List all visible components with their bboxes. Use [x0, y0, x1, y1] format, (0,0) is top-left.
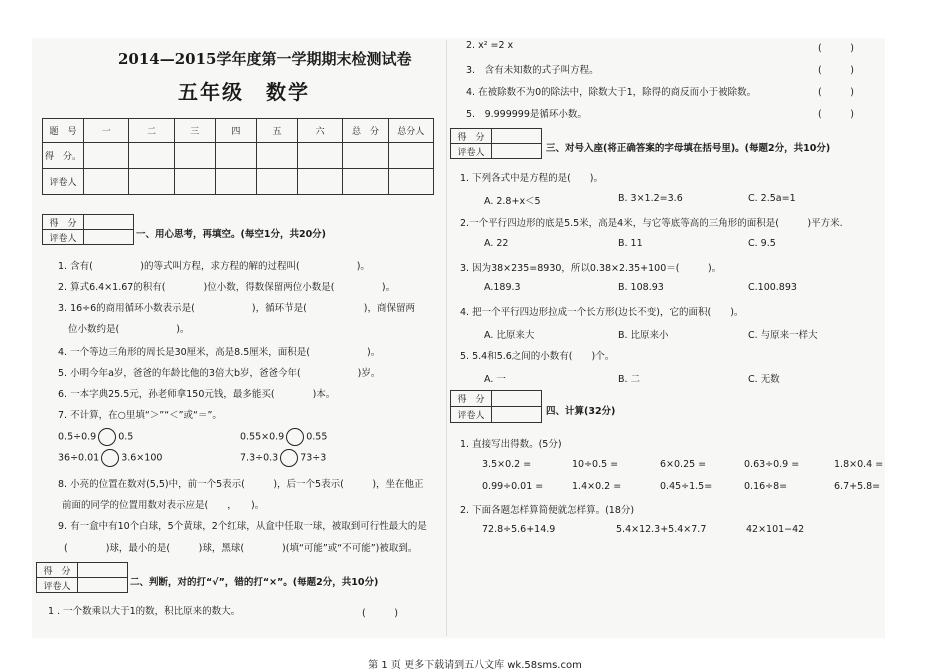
- section3-title: 三、对号入座(将正确答案的字母填在括号里)。(每题2分，共10分): [546, 143, 831, 154]
- answer-parens[interactable]: ( ): [818, 87, 854, 98]
- choice-question: 4. 把一个平行四边形拉成一个长方形(边长不变)，它的面积( )。: [460, 307, 744, 318]
- question-item: 3. 16÷6的商用循环小数表示是( )，循环节是( )，商保留两: [58, 303, 416, 314]
- grader-label: 评卷人: [43, 230, 84, 245]
- calc-item: 3.5×0.2 =: [482, 459, 532, 470]
- score-table-header: 一: [84, 119, 129, 143]
- score-table-header: 二: [129, 119, 174, 143]
- question-item: 4. 一个等边三角形的周长是30厘米，高是8.5厘米，面积是( )。: [58, 347, 381, 358]
- compare-circle[interactable]: [101, 449, 119, 467]
- choice-option[interactable]: B. 比原来小: [618, 330, 669, 341]
- section4-score-box: [450, 390, 542, 423]
- choice-question: 3. 因为38×235=8930，所以0.38×2.35+100＝( )。: [460, 263, 722, 274]
- exam-title: 2014—2015学年度第一学期期末检测试卷: [118, 50, 412, 68]
- score-table-header: 总 分: [343, 119, 388, 143]
- score-cell[interactable]: [129, 143, 174, 169]
- calc-item: 0.16÷8=: [744, 481, 788, 492]
- choice-question: 2.一个平行四边形的底是5.5米，高是4米，与它等底等高的三角形的面积是( )平方米.: [460, 218, 843, 229]
- choice-option[interactable]: A. 22: [484, 238, 509, 249]
- calc-item: 6.7+5.8=: [834, 481, 881, 492]
- score-cell[interactable]: [343, 143, 388, 169]
- score-label: 得 分: [43, 215, 84, 230]
- calc-item: 5.4×12.3+5.4×7.7: [616, 524, 707, 535]
- grader-cell[interactable]: [84, 230, 134, 245]
- judge-item: 4. 在被除数不为0的除法中，除数大于1，除得的商反而小于被除数。: [466, 87, 757, 98]
- choice-option[interactable]: C. 2.5a=1: [748, 193, 796, 204]
- score-table: [42, 118, 434, 195]
- question-item: 1. 含有( )的等式叫方程，求方程的解的过程叫( )。: [58, 261, 370, 272]
- grader-cell[interactable]: [174, 169, 215, 195]
- compare-item: 0.5÷0.9 0.5: [58, 428, 133, 446]
- question-item: 9. 有一盒中有10个白球，5个黄球，2个红球，从盒中任取一球，被取到可行性最大的是: [58, 521, 427, 532]
- score-table-header: 总分人: [388, 119, 433, 143]
- question-item: ( )球，最小的是( )球，黑球( )(填“可能”或“不可能”)被取到。: [64, 543, 418, 554]
- score-cell[interactable]: [78, 563, 128, 578]
- choice-option[interactable]: A. 比原来大: [484, 330, 535, 341]
- choice-question: 5. 5.4和5.6之间的小数有( )个。: [460, 351, 615, 362]
- score-table-header: 六: [298, 119, 343, 143]
- calc-item: 0.63÷0.9 =: [744, 459, 800, 470]
- grader-cell[interactable]: [215, 169, 256, 195]
- simplify-title: 2. 下面各题怎样算简便就怎样算。(18分): [460, 505, 635, 516]
- score-table-header: 题 号: [43, 119, 84, 143]
- page-footer: 第 1 页 更多下载请到五八文库 wk.58sms.com: [368, 660, 582, 671]
- section3-score-box: [450, 128, 542, 159]
- calc-item: 1.8×0.4 =: [834, 459, 884, 470]
- score-cell[interactable]: [492, 129, 542, 144]
- question-item: 8. 小亮的位置在数对(5,5)中，前一个5表示( )，后一个5表示( )，坐在他正: [58, 479, 424, 490]
- question-item: 5. 小明今年a岁，爸爸的年龄比他的3倍大b岁，爸爸今年( )岁。: [58, 368, 381, 379]
- judge-item: 2. x² =2 x: [466, 40, 514, 51]
- grader-label: 评卷人: [37, 578, 78, 593]
- score-label: 得 分: [451, 391, 492, 407]
- score-table-header: 四: [215, 119, 256, 143]
- answer-parens[interactable]: ( ): [362, 608, 398, 619]
- answer-parens[interactable]: ( ): [818, 43, 854, 54]
- question-item: 位小数约是( )。: [68, 324, 190, 335]
- score-row-label: 得 分。: [43, 143, 84, 169]
- score-cell[interactable]: [492, 391, 542, 407]
- choice-option[interactable]: A.189.3: [484, 282, 521, 293]
- judge-item: 5. 9.999999是循环小数。: [466, 109, 587, 120]
- choice-option[interactable]: B. 3×1.2=3.6: [618, 193, 683, 204]
- grader-cell[interactable]: [256, 169, 297, 195]
- judge-item: 3. 含有未知数的式子叫方程。: [466, 65, 599, 76]
- grader-cell[interactable]: [129, 169, 174, 195]
- section2-title: 二、判断，对的打“√”，错的打“×”。(每题2分，共10分): [130, 577, 379, 588]
- choice-option[interactable]: C. 9.5: [748, 238, 776, 249]
- calc-item: 72.8÷5.6+14.9: [482, 524, 556, 535]
- calc-item: 1.4×0.2 =: [572, 481, 622, 492]
- answer-parens[interactable]: ( ): [818, 109, 854, 120]
- calc-item: 0.45÷1.5=: [660, 481, 713, 492]
- answer-parens[interactable]: ( ): [818, 65, 854, 76]
- compare-item: 7.3÷0.3 73÷3: [240, 449, 326, 467]
- direct-calc-title: 1. 直接写出得数。(5分): [460, 439, 562, 450]
- choice-option[interactable]: C. 与原来一样大: [748, 330, 818, 341]
- score-cell[interactable]: [84, 143, 129, 169]
- grader-cell[interactable]: [492, 144, 542, 159]
- compare-item: 0.55×0.9 0.55: [240, 428, 327, 446]
- grader-cell[interactable]: [388, 169, 433, 195]
- score-cell[interactable]: [298, 143, 343, 169]
- exam-subtitle: 五年级 数学: [178, 80, 310, 104]
- score-table-header: 五: [256, 119, 297, 143]
- score-table-header: 三: [174, 119, 215, 143]
- compare-item: 36÷0.01 3.6×100: [58, 449, 162, 467]
- compare-circle[interactable]: [280, 449, 298, 467]
- calc-item: 0.99÷0.01 =: [482, 481, 544, 492]
- choice-option[interactable]: C. 无数: [748, 374, 780, 385]
- score-cell[interactable]: [174, 143, 215, 169]
- choice-option[interactable]: B. 二: [618, 374, 641, 385]
- judge-item: 1 . 一个数乘以大于1的数，积比原来的数大。: [48, 606, 241, 617]
- column-divider: [446, 40, 447, 636]
- score-cell[interactable]: [215, 143, 256, 169]
- grader-cell[interactable]: [298, 169, 343, 195]
- score-cell[interactable]: [256, 143, 297, 169]
- choice-question: 1. 下列各式中是方程的是( )。: [460, 173, 603, 184]
- grader-cell[interactable]: [78, 578, 128, 593]
- grader-cell[interactable]: [84, 169, 129, 195]
- grader-cell[interactable]: [492, 407, 542, 423]
- score-label: 得 分: [37, 563, 78, 578]
- calc-item: 42×101−42: [746, 524, 805, 535]
- question-item: 前面的同学的位置用数对表示应是( ， )。: [62, 500, 265, 511]
- section4-title: 四、计算(32分): [546, 406, 616, 417]
- section2-score-box: [36, 562, 128, 593]
- section1-title: 一、用心思考，再填空。(每空1分，共20分): [136, 229, 327, 240]
- question-item: 2. 算式6.4×1.67的积有( )位小数，得数保留两位小数是( )。: [58, 282, 396, 293]
- grader-label: 评卷人: [451, 407, 492, 423]
- score-cell[interactable]: [388, 143, 433, 169]
- compare-circle[interactable]: [286, 428, 304, 446]
- score-label: 得 分: [451, 129, 492, 144]
- calc-item: 10÷0.5 =: [572, 459, 619, 470]
- grader-row-label: 评卷人: [43, 169, 84, 195]
- grader-cell[interactable]: [343, 169, 388, 195]
- calc-item: 6×0.25 =: [660, 459, 707, 470]
- choice-option[interactable]: B. 11: [618, 238, 643, 249]
- score-cell[interactable]: [84, 215, 134, 230]
- choice-option[interactable]: A. 2.8+x＜5: [484, 196, 541, 207]
- choice-option[interactable]: B. 108.93: [618, 282, 664, 293]
- question-item: 7. 不计算，在○里填“＞”“＜”或“＝”。: [58, 410, 222, 421]
- compare-circle[interactable]: [98, 428, 116, 446]
- section1-score-box: [42, 214, 134, 245]
- question-item: 6. 一本字典25.5元，孙老师拿150元钱，最多能买( )本。: [58, 389, 336, 400]
- choice-option[interactable]: A. 一: [484, 374, 506, 385]
- choice-option[interactable]: C.100.893: [748, 282, 797, 293]
- grader-label: 评卷人: [451, 144, 492, 159]
